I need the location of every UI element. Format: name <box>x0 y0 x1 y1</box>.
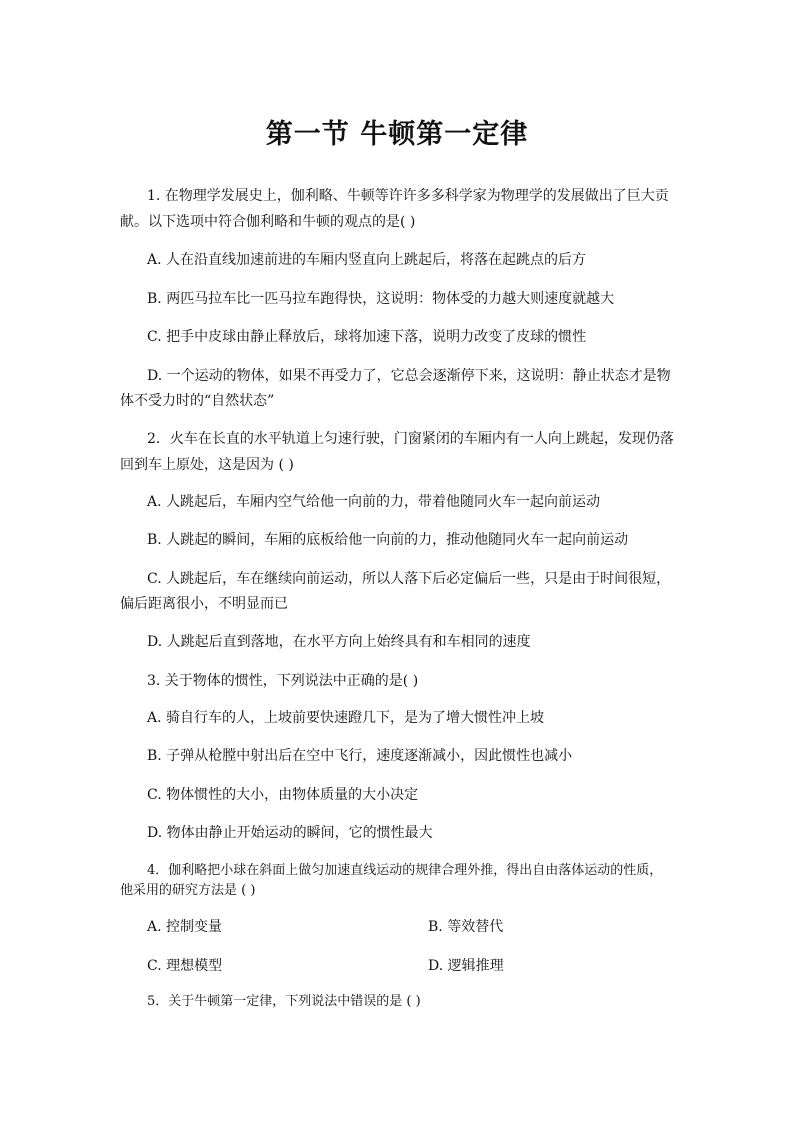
question-3-option-d: D. 物体由静止开始运动的瞬间，它的惯性最大 <box>147 825 433 841</box>
question-1-option-a: A. 人在沿直线加速前进的车厢内竖直向上跳起后，将落在起跳点的后方 <box>147 252 587 268</box>
question-3-option-c: C. 物体惯性的大小，由物体质量的大小决定 <box>147 787 419 803</box>
question-5-text: 5．关于牛顿第一定律，下列说法中错误的是 ( ) <box>147 994 421 1009</box>
question-1-text-cont: 献。以下选项中符合伽利略和牛顿的观点的是( ) <box>120 214 416 230</box>
question-3-option-b: B. 子弹从枪膛中射出后在空中飞行，速度逐渐减小，因此惯性也减小 <box>147 748 573 764</box>
question-2-text-cont: 回到车上原处，这是因为 ( ) <box>120 457 294 473</box>
question-3-option-a: A. 骑自行车的人，上坡前要快速蹬几下，是为了增大惯性冲上坡 <box>147 710 545 726</box>
question-1-option-c: C. 把手中皮球由静止释放后，球将加速下落，说明力改变了皮球的惯性 <box>147 329 587 345</box>
question-1-option-d: D. 一个运动的物体，如果不再受力了，它总会逐渐停下来，这说明：静止状态才是物 <box>147 368 671 384</box>
question-4-option-c: C. 理想模型 <box>147 958 223 974</box>
question-1-option-b: B. 两匹马拉车比一匹马拉车跑得快，这说明：物体受的力越大则速度就越大 <box>147 291 615 307</box>
question-4-option-a: A. 控制变量 <box>147 919 223 935</box>
question-4-option-d: D. 逻辑推理 <box>428 958 504 974</box>
question-2-option-a: A. 人跳起后，车厢内空气给他一向前的力，带着他随同火车一起向前运动 <box>147 494 601 510</box>
question-3-text: 3. 关于物体的惯性，下列说法中正确的是( ) <box>147 673 419 689</box>
page-title: 第一节 牛顿第一定律 <box>265 119 529 150</box>
question-2-option-c: C. 人跳起后，车在继续向前运动，所以人落下后必定偏后一些，只是由于时间很短， <box>147 571 671 587</box>
question-1-text: 1. 在物理学发展史上，伽利略、牛顿等许许多多科学家为物理学的发展做出了巨大贡 <box>147 188 669 204</box>
question-4-text-cont: 他采用的研究方法是 ( ) <box>120 883 256 898</box>
question-2-option-b: B. 人跳起的瞬间，车厢的底板给他一向前的力，推动他随同火车一起向前运动 <box>147 532 629 548</box>
question-2-option-c-cont: 偏后距离很小，不明显而已 <box>120 596 288 612</box>
question-1-option-d-cont: 体不受力时的“自然状态” <box>120 393 275 409</box>
question-4-option-b: B. 等效替代 <box>428 919 504 935</box>
question-2-option-d: D. 人跳起后直到落地，在水平方向上始终具有和车相同的速度 <box>147 634 531 650</box>
question-2-text: 2．火车在长直的水平轨道上匀速行驶，门窗紧闭的车厢内有一人向上跳起，发现仍落 <box>147 431 674 447</box>
question-4-text: 4．伽利略把小球在斜面上做匀加速直线运动的规律合理外推，得出自由落体运动的性质， <box>147 863 663 878</box>
